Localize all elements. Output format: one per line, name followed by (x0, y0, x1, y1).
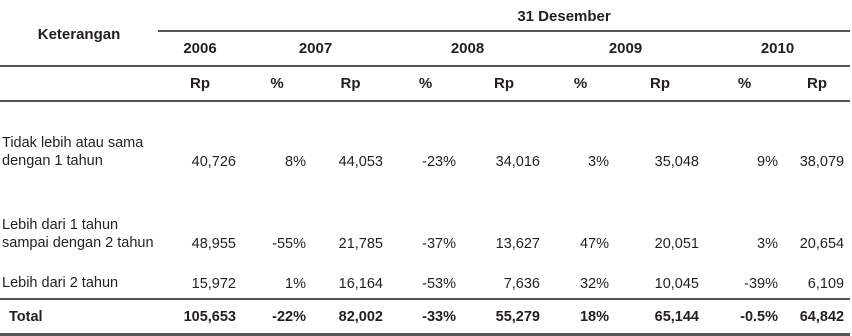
table-cell: 6,109 (807, 276, 845, 292)
table-cell: 44,053 (338, 154, 383, 170)
unit-header: Rp (462, 66, 546, 101)
total-cell: 105,653 (158, 299, 242, 335)
table-cell: 15,972 (191, 276, 236, 292)
table-cell: -37% (422, 236, 456, 252)
table-row (0, 101, 850, 176)
unit-header: Rp (158, 66, 242, 101)
table-cell: 3% (588, 154, 609, 170)
unit-header: % (242, 66, 312, 101)
table-cell: 13,627 (495, 236, 540, 252)
table-row (0, 176, 850, 258)
empty-header-cell (0, 66, 158, 101)
table-cell: 20,654 (799, 236, 845, 252)
table-cell: 7,636 (503, 276, 540, 292)
table-cell: 20,051 (654, 236, 699, 252)
total-cell: 82,002 (312, 299, 389, 335)
table-cell: 8% (285, 154, 306, 170)
total-cell: -22% (242, 299, 312, 335)
year-header: 2006 (158, 31, 242, 66)
table-cell: 1% (285, 276, 306, 292)
unit-header: % (705, 66, 784, 101)
table-cell: 21,785 (338, 236, 383, 252)
table-cell: -39% (744, 276, 778, 292)
year-header: 2008 (389, 31, 546, 66)
table-cell: -23% (422, 154, 456, 170)
header-units-row (0, 66, 850, 101)
year-header: 2007 (242, 31, 389, 66)
table-cell: 16,164 (338, 276, 383, 292)
table-row (0, 258, 850, 299)
aging-table (0, 3, 850, 336)
column-label-header: Keterangan (0, 3, 158, 66)
table-cell: 38,079 (799, 154, 845, 170)
table-cell: 40,726 (191, 154, 236, 170)
unit-header: Rp (615, 66, 705, 101)
table-cell: 9% (757, 154, 778, 170)
unit-header: % (389, 66, 462, 101)
unit-header: % (546, 66, 615, 101)
total-cell: 65,144 (615, 299, 705, 335)
year-header: 2009 (546, 31, 705, 66)
table-cell: -55% (272, 236, 306, 252)
header-period-row (0, 3, 850, 31)
unit-header: Rp (784, 66, 850, 101)
total-label: Total (0, 299, 158, 335)
row-label: Lebih dari 1 tahun sampai dengan 2 tahun (2, 217, 154, 251)
row-label: Tidak lebih atau sama dengan 1 tahun (2, 135, 144, 169)
table-cell: 34,016 (495, 154, 540, 170)
table-cell: 35,048 (654, 154, 699, 170)
period-header: 31 Desember (517, 8, 611, 25)
total-cell: 55,279 (462, 299, 546, 335)
table-cell: 32% (579, 276, 609, 292)
total-cell: -33% (389, 299, 462, 335)
table-cell: 10,045 (654, 276, 699, 292)
total-cell: 64,842 (784, 299, 850, 335)
table-cell: -53% (422, 276, 456, 292)
table-cell: 48,955 (191, 236, 236, 252)
year-header: 2010 (705, 31, 850, 66)
table-cell: 3% (757, 236, 778, 252)
unit-header: Rp (312, 66, 389, 101)
total-cell: -0.5% (705, 299, 784, 335)
total-cell: 18% (546, 299, 615, 335)
total-row (0, 299, 850, 335)
table-cell: 47% (579, 236, 609, 252)
row-label: Lebih dari 2 tahun (2, 275, 119, 291)
